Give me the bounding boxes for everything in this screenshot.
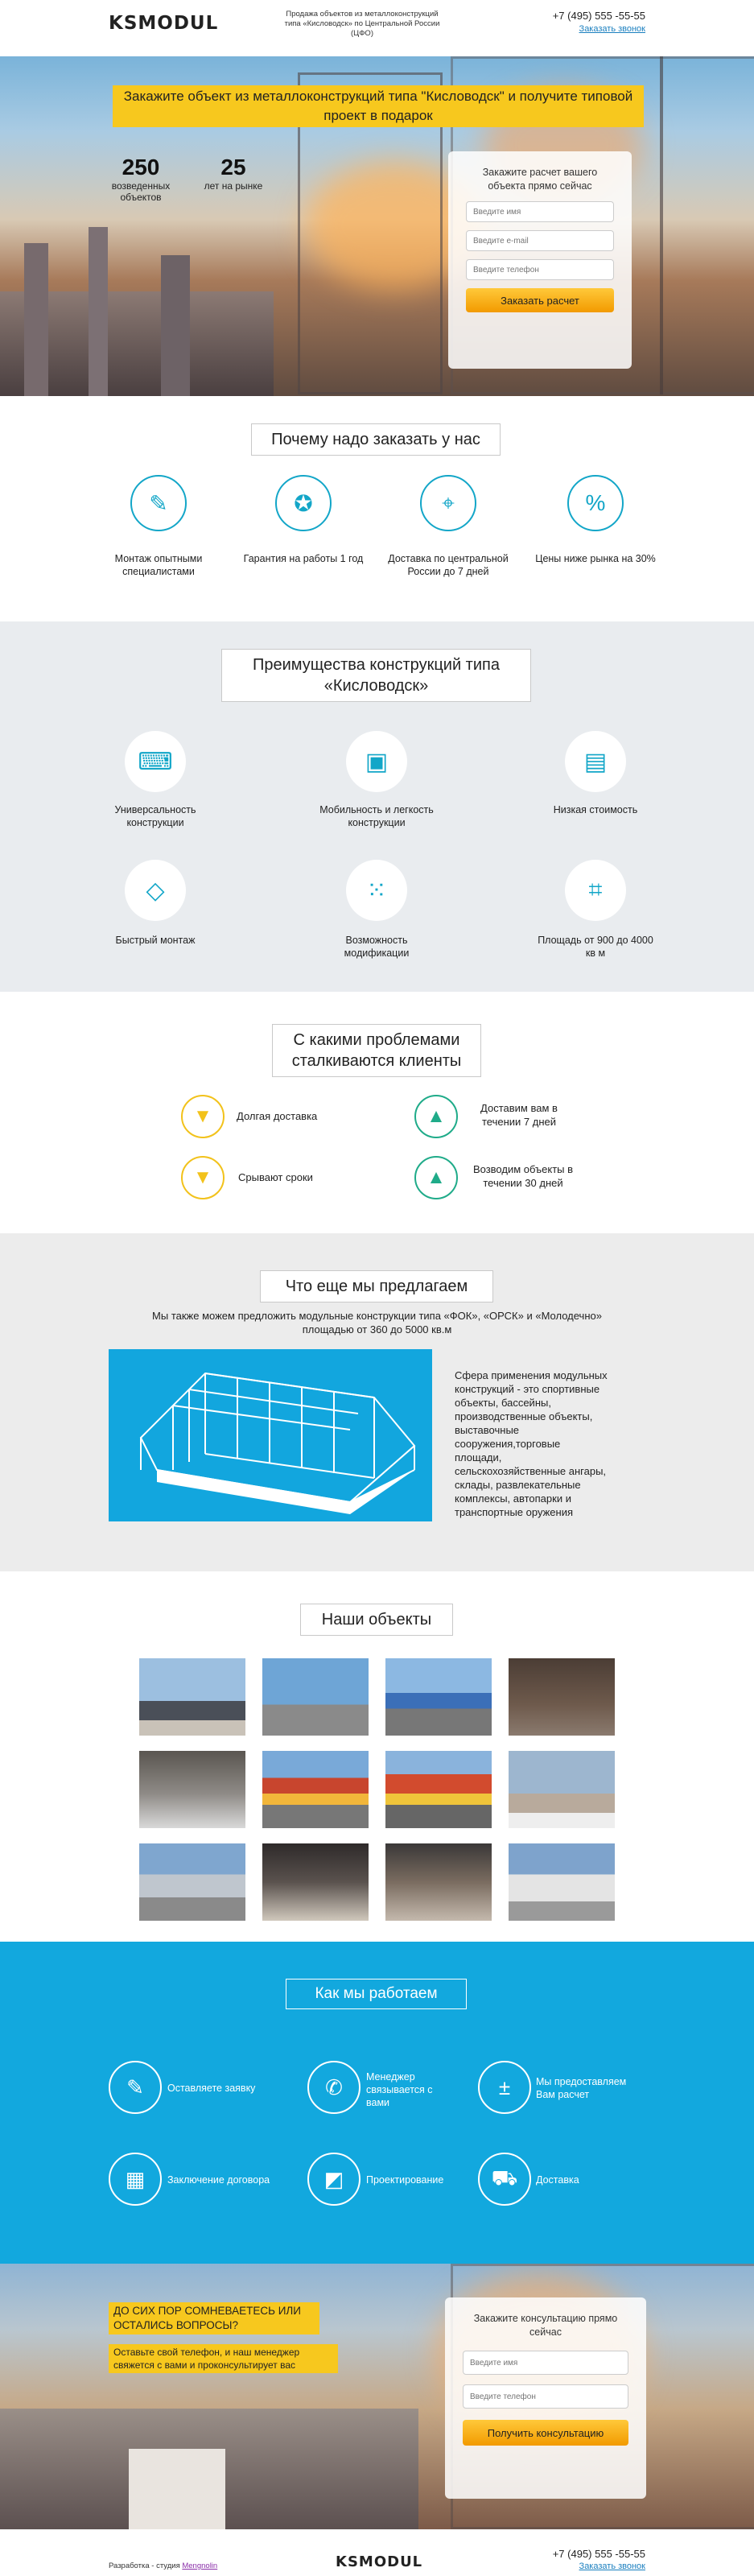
- stat-years: 25 лет на рынке: [204, 155, 263, 192]
- object-photo[interactable]: [509, 1751, 615, 1828]
- consult-submit-button[interactable]: Получить консультацию: [463, 2420, 628, 2446]
- step-label: Мы предоставляем Вам расчет: [536, 2076, 627, 2100]
- advantage-label: Универсальность конструкции: [114, 804, 196, 828]
- consult-phone-input[interactable]: [463, 2384, 628, 2409]
- step-label: Доставка: [536, 2174, 579, 2186]
- form-icon: ✎: [109, 2061, 162, 2114]
- offer-subtitle: Мы также можем предложить модульные конструкции типа «ФОК», «ОРСК» и «Молодечно» площадью от 360 до 5000 кв.м: [152, 1310, 602, 1335]
- logo[interactable]: KSMODUL: [109, 13, 219, 34]
- footer-callback-link[interactable]: Заказать звонок: [579, 2562, 645, 2571]
- object-photo[interactable]: [262, 1843, 369, 1921]
- header: [0, 0, 754, 56]
- consult-form-title: Закажите консультацию прямо сейчас: [473, 2313, 618, 2338]
- advantage-label: Быстрый монтаж: [115, 935, 196, 946]
- email-input[interactable]: [466, 230, 614, 251]
- consult-section: [0, 2264, 754, 2529]
- percent-icon: %: [567, 475, 624, 531]
- truck-icon: ⛟: [478, 2153, 531, 2206]
- advantage-label: Низкая стоимость: [553, 804, 638, 815]
- object-photo[interactable]: [139, 1658, 245, 1736]
- calc-form-title: Закажите расчет вашего объекта прямо сейчас: [482, 167, 598, 192]
- object-photo[interactable]: [509, 1843, 615, 1921]
- phone-input[interactable]: [466, 259, 614, 280]
- contract-icon: ▦: [109, 2153, 162, 2206]
- object-photo[interactable]: [385, 1751, 492, 1828]
- consult-question: ДО СИХ ПОР СОМНЕВАЕТЕСЬ ИЛИ ОСТАЛИСЬ ВОПРОСЫ?: [109, 2302, 319, 2334]
- map-pin-icon: ⌖: [420, 475, 476, 531]
- design-icon: ◩: [307, 2153, 361, 2206]
- advantage-label: Площадь от 900 до 4000 кв м: [538, 935, 653, 959]
- step-label: Оставляете заявку: [167, 2083, 256, 2094]
- how-title: Как мы работаем: [286, 1979, 467, 2009]
- advantage-label: Мобильность и легкость конструкции: [319, 804, 434, 828]
- studio-link[interactable]: Mengnolin: [182, 2562, 218, 2570]
- keyboard-icon: ⌨: [125, 731, 186, 792]
- calculator-icon: ±: [478, 2061, 531, 2114]
- header-phone[interactable]: +7 (495) 555 -55-55: [552, 10, 645, 22]
- object-photo[interactable]: [139, 1751, 245, 1828]
- problems-section: [0, 992, 754, 1233]
- header-tagline: Продажа объектов из металлоконструкций типа «Кисловодск» по Центральной России (ЦФО): [284, 10, 440, 38]
- step-label: Заключение договора: [167, 2174, 270, 2186]
- footer-phone[interactable]: +7 (495) 555 -55-55: [552, 2548, 645, 2560]
- hero-title: Закажите объект из металлоконструкций типа "Кисловодск" и получите типовой проект в подарок: [113, 85, 644, 127]
- solution-text: Доставим вам в течении 7 дней: [480, 1102, 558, 1128]
- why-section: [0, 396, 754, 621]
- objects-title: Наши объекты: [300, 1604, 453, 1636]
- problem-text: Срывают сроки: [238, 1171, 313, 1183]
- award-icon: ✪: [275, 475, 332, 531]
- objects-section: [0, 1571, 754, 1942]
- thumb-up-icon: ▲: [414, 1095, 458, 1138]
- offer-section: [0, 1233, 754, 1571]
- stat-objects: 250 возведенных объектов: [111, 155, 171, 203]
- consult-name-input[interactable]: [463, 2351, 628, 2375]
- step-label: Менеджер связывается с вами: [366, 2071, 433, 2108]
- why-item-label: Доставка по центральной России до 7 дней: [388, 553, 509, 577]
- crop-icon: ⌗: [565, 860, 626, 921]
- hero-section: [0, 56, 754, 396]
- name-input[interactable]: [466, 201, 614, 222]
- header-callback-link[interactable]: Заказать звонок: [579, 24, 645, 34]
- offer-text: Сфера применения модульных конструкций - это спортивные объекты, бассейны, производственные объекты, выставочные сооружения,торговые площади, сельскохозяйственные ангары, склады, развлекательные комплексы, автопарки и транспортные оружения: [455, 1369, 608, 1518]
- object-photo[interactable]: [262, 1658, 369, 1736]
- why-item-label: Монтаж опытными специалистами: [114, 553, 203, 577]
- why-item-label: Гарантия на работы 1 год: [243, 553, 364, 564]
- object-photo[interactable]: [385, 1843, 492, 1921]
- how-section: [0, 1942, 754, 2264]
- cube-icon: ◇: [125, 860, 186, 921]
- modules-icon: ⁙: [346, 860, 407, 921]
- thumb-down-icon: ▼: [181, 1095, 225, 1138]
- wallet-icon: ▤: [565, 731, 626, 792]
- mobile-icon: ▣: [346, 731, 407, 792]
- solution-text: Возводим объекты в течении 30 дней: [472, 1163, 574, 1189]
- frame-illustration: [109, 1349, 432, 1521]
- why-title: Почему надо заказать у нас: [251, 423, 501, 456]
- thumb-up-icon: ▲: [414, 1156, 458, 1199]
- advantages-title: Преимущества конструкций типа «Кисловодск»: [221, 649, 531, 702]
- thumb-down-icon: ▼: [181, 1156, 225, 1199]
- problems-title: С какими проблемами сталкиваются клиенты: [272, 1024, 481, 1077]
- calc-submit-button[interactable]: Заказать расчет: [466, 288, 614, 312]
- offer-title: Что еще мы предлагаем: [260, 1270, 493, 1302]
- step-label: Проектирование: [366, 2174, 444, 2186]
- problem-text: Долгая доставка: [237, 1110, 318, 1122]
- object-photo[interactable]: [509, 1658, 615, 1736]
- consult-note: Оставьте свой телефон, и наш менеджер свяжется с вами и проконсультирует вас: [109, 2344, 338, 2373]
- object-photo[interactable]: [139, 1843, 245, 1921]
- footer-credit: [109, 2562, 217, 2570]
- phone-icon: ✆: [307, 2061, 361, 2114]
- footer: [0, 2529, 754, 2576]
- object-photo[interactable]: [385, 1658, 492, 1736]
- tools-icon: ✎: [130, 475, 187, 531]
- advantage-label: Возможность модификации: [344, 935, 410, 959]
- consult-form: [445, 2297, 646, 2499]
- footer-credit-text: Разработка - студия: [109, 2562, 180, 2570]
- object-photo[interactable]: [262, 1751, 369, 1828]
- calc-form: [448, 151, 632, 369]
- why-item-label: Цены ниже рынка на 30%: [535, 553, 656, 564]
- footer-logo[interactable]: KSMODUL: [336, 2553, 423, 2570]
- advantages-section: [0, 621, 754, 992]
